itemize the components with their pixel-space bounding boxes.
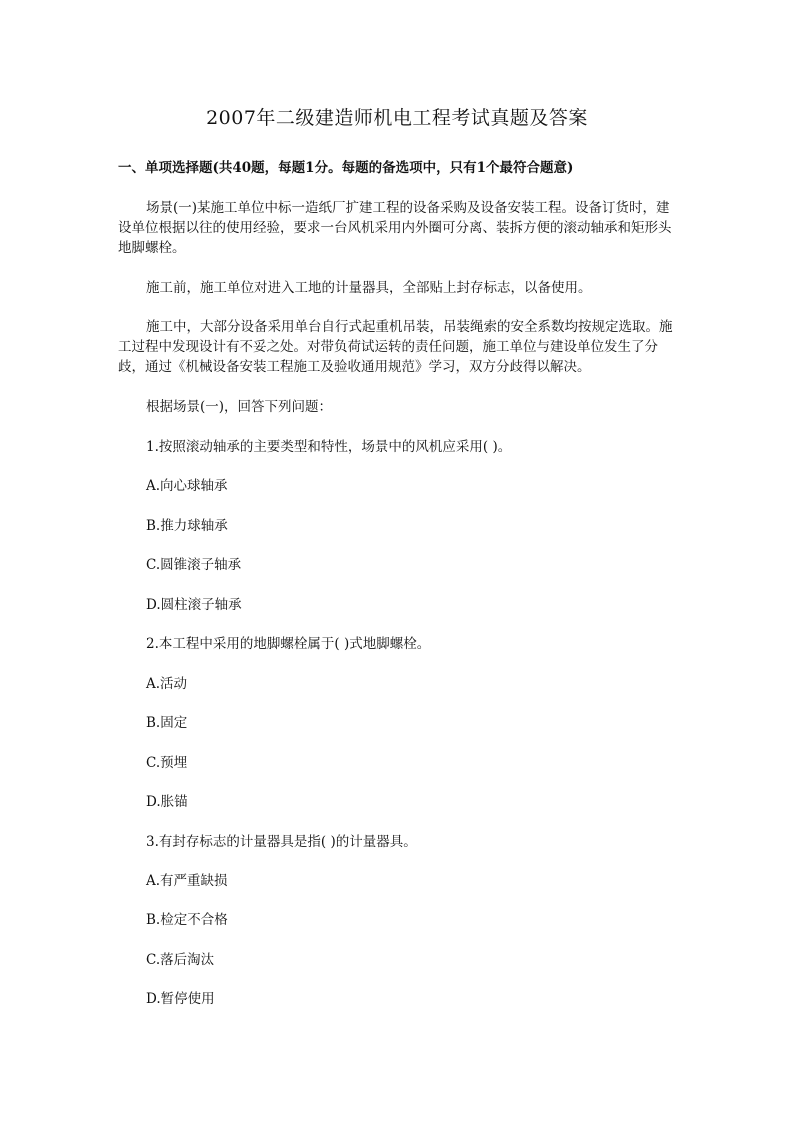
option-a: A.向心球轴承 xyxy=(146,478,228,494)
option-d: D.圆柱滚子轴承 xyxy=(146,597,242,613)
question-stem: 1.按照滚动轴承的主要类型和特性，场景中的风机应采用( )。 xyxy=(146,439,512,455)
option-d: D.胀锚 xyxy=(146,794,188,810)
document-title: 2007年二级建造师机电工程考试真题及答案 xyxy=(206,107,588,129)
option-a: A.活动 xyxy=(146,676,188,692)
option-c: C.落后淘汰 xyxy=(146,952,215,968)
question-stem: 3.有封存标志的计量器具是指( )的计量器具。 xyxy=(146,834,417,850)
option-b: B.固定 xyxy=(146,715,188,731)
preparation-paragraph: 施工前，施工单位对进入工地的计量器具，全部贴上封存标志，以备使用。 xyxy=(146,280,592,296)
option-d: D.暂停使用 xyxy=(146,991,215,1007)
section-heading: 一、单项选择题(共40题，每题1分。每题的备选项中，只有1个最符合题意) xyxy=(118,160,574,176)
option-c: C.圆锥滚子轴承 xyxy=(146,557,242,573)
construction-paragraph: 施工中，大部分设备采用单台自行式起重机吊装，吊装绳索的安全系数均按规定选取。施工过程中发现设计有不妥之处。对带负荷试运转的责任问题，施工单位与建设单位发生了分歧，通过《机械设备安装工程施工及验收通用规范》学习，双方分歧得以解决。 xyxy=(118,319,673,375)
option-b: B.推力球轴承 xyxy=(146,518,228,534)
option-a: A.有严重缺损 xyxy=(146,873,228,889)
scenario-paragraph: 场景(一)某施工单位中标一造纸厂扩建工程的设备采购及设备安装工程。设备订货时，建设单位根据以往的使用经验，要求一台风机采用内外圈可分离、装拆方便的滚动轴承和矩形头地脚螺栓。 xyxy=(118,200,672,256)
instruction-paragraph: 根据场景(一)，回答下列问题： xyxy=(146,399,333,415)
option-b: B.检定不合格 xyxy=(146,912,228,928)
question-stem: 2.本工程中采用的地脚螺栓属于( )式地脚螺栓。 xyxy=(146,636,431,652)
option-c: C.预埋 xyxy=(146,755,188,771)
